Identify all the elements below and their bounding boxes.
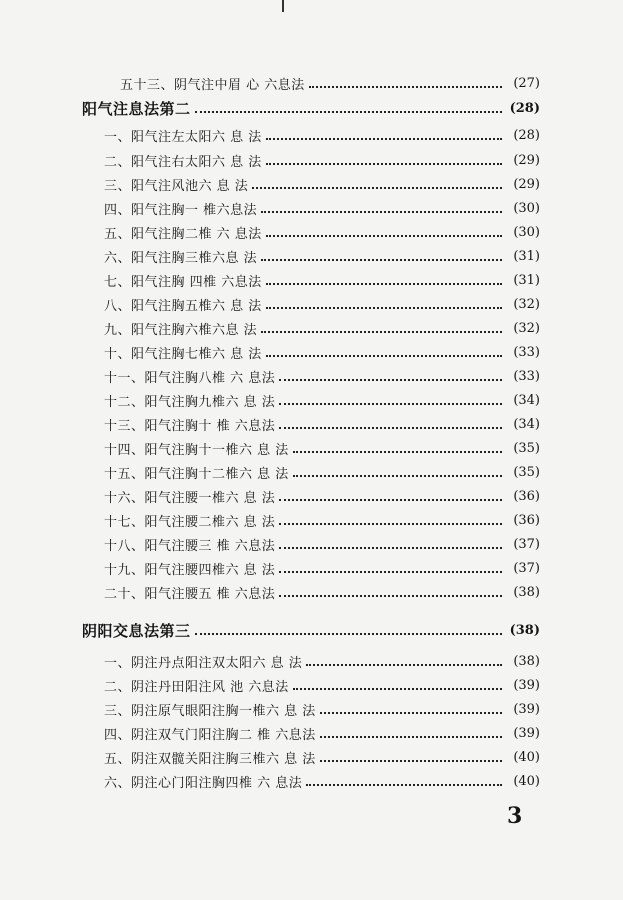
dot-leader (279, 498, 502, 501)
dot-leader (195, 110, 502, 113)
toc-entry-page: (35) (513, 440, 540, 456)
dot-leader (279, 570, 502, 573)
dot-leader (293, 450, 502, 453)
toc-entry-label: 五、阴注双髋关阳注胸三椎六 息 法 (104, 751, 316, 767)
toc-entry-label: 三、阴注原气眼阳注胸一椎六 息 法 (104, 703, 316, 719)
toc-entry-page: (37) (513, 536, 540, 552)
dot-leader (320, 711, 502, 714)
dot-leader (266, 282, 502, 285)
toc-entry-page: (31) (513, 272, 540, 288)
toc-entry-page: (34) (513, 416, 540, 432)
dot-leader (266, 137, 502, 140)
toc-entry-page: (32) (513, 320, 540, 336)
dot-leader (195, 632, 502, 635)
dot-leader (279, 402, 502, 405)
toc-entry-page: (30) (513, 224, 540, 240)
toc-entry-page: (40) (513, 749, 540, 765)
toc-entry-page: (29) (513, 176, 540, 192)
toc-entry-label: 阴阳交息法第三 (82, 621, 191, 640)
toc-entry (104, 698, 540, 720)
toc-entry-page: (39) (513, 725, 540, 741)
toc-entry-label: 三、阳气注风池六 息 法 (104, 178, 249, 194)
toc-entry (104, 389, 540, 411)
toc-entry-label: 五十三、阴气注中眉 心 六息法 (120, 77, 305, 93)
toc-entry-page: (35) (513, 464, 540, 480)
toc-entry-page: (38) (513, 653, 540, 669)
toc-entry-label: 六、阴注心门阳注胸四椎 六 息法 (104, 775, 303, 791)
dot-leader (279, 546, 502, 549)
toc-entry (104, 509, 540, 531)
toc-entry (120, 72, 540, 94)
toc-entry (104, 149, 540, 171)
toc-entry-page: (40) (513, 773, 540, 789)
toc-entry (104, 197, 540, 219)
dot-leader (279, 522, 502, 525)
toc-entry (104, 533, 540, 555)
toc-entry (104, 674, 540, 696)
toc-entry (104, 581, 540, 603)
toc-entry (104, 746, 540, 768)
toc-entry (104, 413, 540, 435)
toc-entry (104, 245, 540, 267)
dot-leader (261, 330, 502, 333)
toc-entry-label: 四、阴注双气门阳注胸二 椎 六息法 (104, 727, 316, 743)
dot-leader (266, 162, 502, 165)
toc-entry (104, 293, 540, 315)
toc-entry-label: 十四、阳气注胸十一椎六 息 法 (104, 442, 289, 458)
toc-entry-page: (39) (513, 701, 540, 717)
toc-entry-label: 二、阳气注右太阳六 息 法 (104, 154, 262, 170)
toc-entry-page: (36) (513, 488, 540, 504)
dot-leader (309, 85, 502, 88)
scan-mark (282, 0, 284, 12)
dot-leader (266, 354, 502, 357)
toc-entry-page: (31) (513, 248, 540, 264)
toc-entry (104, 722, 540, 744)
toc-entry-page: (33) (513, 344, 540, 360)
dot-leader (306, 663, 502, 666)
dot-leader (252, 186, 502, 189)
toc-entry-page: (30) (513, 200, 540, 216)
toc-entry-page: (36) (513, 512, 540, 528)
toc-entry-page: (38) (513, 584, 540, 600)
dot-leader (293, 474, 502, 477)
toc-entry (104, 365, 540, 387)
toc-entry (104, 173, 540, 195)
toc-entry (104, 437, 540, 459)
toc-entry (104, 557, 540, 579)
toc-entry-label: 二十、阳气注腰五 椎 六息法 (104, 586, 276, 602)
toc-entry (104, 650, 540, 672)
toc-entry-page: (27) (513, 75, 540, 91)
toc-entry-label: 五、阳气注胸二椎 六 息法 (104, 226, 262, 242)
toc-entry (104, 124, 540, 146)
toc-entry-label: 十三、阳气注胸十 椎 六息法 (104, 418, 276, 434)
toc-entry (104, 341, 540, 363)
toc-entry-label: 六、阳气注胸三椎六息 法 (104, 250, 258, 266)
dot-leader (266, 234, 502, 237)
dot-leader (261, 210, 502, 213)
dot-leader (266, 306, 502, 309)
toc-entry-page: (34) (513, 392, 540, 408)
toc-entry (104, 461, 540, 483)
toc-entry-label: 十八、阳气注腰三 椎 六息法 (104, 538, 276, 554)
toc-entry (104, 770, 540, 792)
dot-leader (320, 759, 502, 762)
toc-entry-label: 阳气注息法第二 (82, 99, 191, 118)
toc-entry-page: (29) (513, 152, 540, 168)
toc-entry-label: 十九、阳气注腰四椎六 息 法 (104, 562, 276, 578)
toc-entry-page: (33) (513, 368, 540, 384)
toc-entry-page: (28) (513, 127, 540, 143)
toc-entry-label: 十六、阳气注腰一椎六 息 法 (104, 490, 276, 506)
toc-entry (104, 485, 540, 507)
toc-entry-label: 八、阳气注胸五椎六 息 法 (104, 298, 262, 314)
toc-entry-label: 七、阳气注胸 四椎 六息法 (104, 274, 262, 290)
toc-entry-label: 十二、阳气注胸九椎六 息 法 (104, 394, 276, 410)
toc-entry-label: 一、阳气注左太阳六 息 法 (104, 129, 262, 145)
dot-leader (261, 258, 502, 261)
toc-entry-label: 十一、阳气注胸八椎 六 息法 (104, 370, 276, 386)
toc-entry (104, 317, 540, 339)
dot-leader (320, 735, 502, 738)
toc-entry-page: (39) (513, 677, 540, 693)
toc-entry-label: 十五、阳气注胸十二椎六 息 法 (104, 466, 289, 482)
toc-entry-label: 二、阴注丹田阳注风 池 六息法 (104, 679, 289, 695)
toc-entry-label: 一、阴注丹点阳注双太阳六 息 法 (104, 655, 303, 671)
toc-entry-label: 十、阳气注胸七椎六 息 法 (104, 346, 262, 362)
page-number: 3 (507, 803, 523, 829)
toc-entry-page: (32) (513, 296, 540, 312)
dot-leader (293, 687, 502, 690)
dot-leader (279, 594, 502, 597)
toc-entry-page: (28) (509, 100, 540, 116)
dot-leader (279, 426, 502, 429)
toc-entry-label: 十七、阳气注腰二椎六 息 法 (104, 514, 276, 530)
toc-entry (104, 269, 540, 291)
dot-leader (306, 783, 502, 786)
toc-entry-page: (37) (513, 560, 540, 576)
toc-section-heading (82, 619, 540, 641)
dot-leader (279, 378, 502, 381)
toc-section-heading (82, 97, 540, 119)
toc-entry (104, 221, 540, 243)
toc-entry-label: 九、阳气注胸六椎六息 法 (104, 322, 258, 338)
toc-entry-label: 四、阳气注胸一 椎六息法 (104, 202, 258, 218)
toc-entry-page: (38) (509, 622, 540, 638)
